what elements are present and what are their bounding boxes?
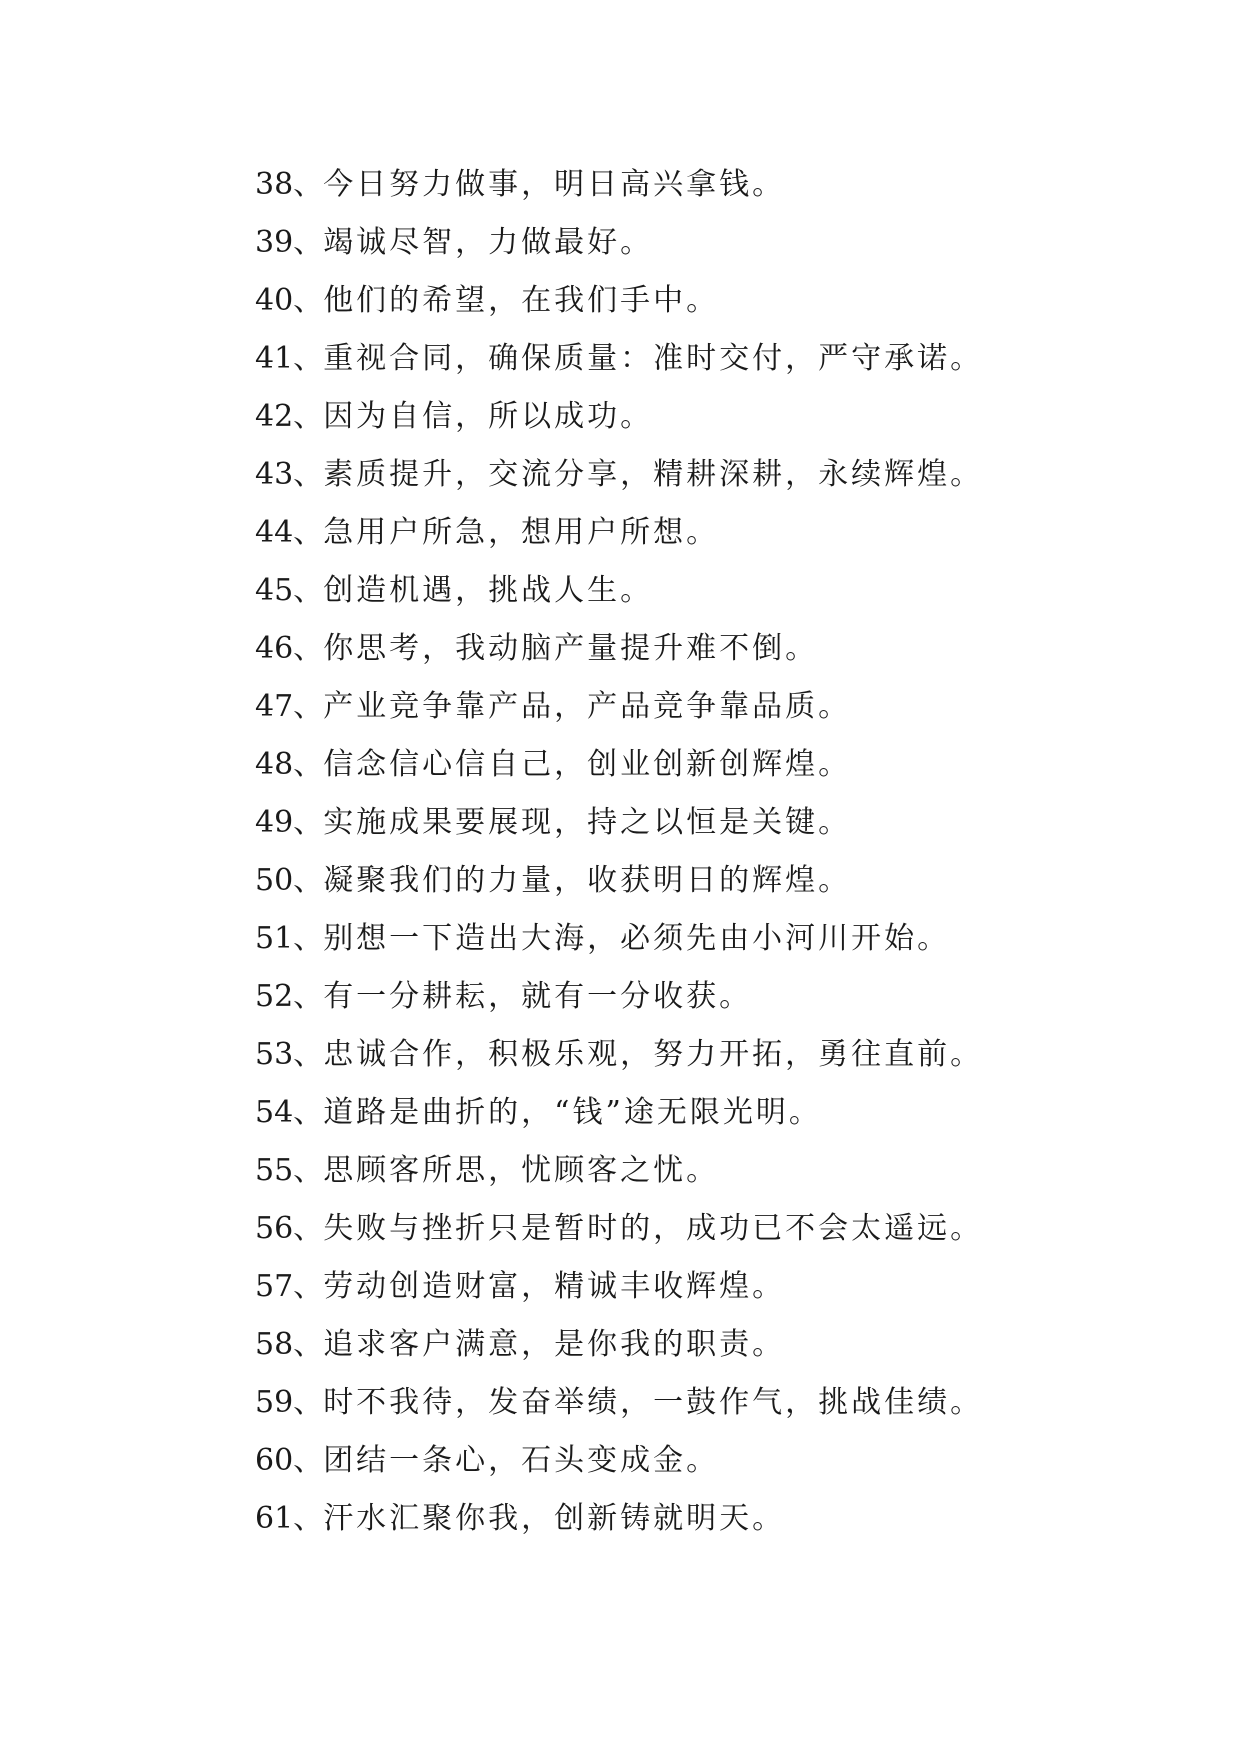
item-text: 重视合同，确保质量：准时交付，严守承诺。 xyxy=(323,341,984,376)
item-text: 你思考，我动脑产量提升难不倒。 xyxy=(323,631,819,666)
list-item xyxy=(255,388,983,446)
item-text: 团结一条心，石头变成金。 xyxy=(323,1443,720,1478)
list-item xyxy=(255,156,983,214)
slogan-list xyxy=(255,156,983,1548)
list-item xyxy=(255,214,983,272)
list-item xyxy=(255,1084,983,1142)
list-item xyxy=(255,1200,983,1258)
list-item xyxy=(255,504,983,562)
item-text: 产业竞争靠产品，产品竞争靠品质。 xyxy=(323,689,852,724)
item-number: 47、 xyxy=(255,689,324,724)
item-number: 39、 xyxy=(255,225,324,260)
item-text: 今日努力做事，明日高兴拿钱。 xyxy=(323,167,786,202)
list-item xyxy=(255,910,983,968)
list-item xyxy=(255,736,983,794)
item-text: 信念信心信自己，创业创新创辉煌。 xyxy=(323,747,852,782)
list-item xyxy=(255,1374,983,1432)
list-item xyxy=(255,1142,983,1200)
item-number: 44、 xyxy=(255,515,324,550)
item-text: 实施成果要展现，持之以恒是关键。 xyxy=(323,805,852,840)
item-text: 道路是曲折的，“钱”途无限光明。 xyxy=(323,1095,822,1130)
list-item xyxy=(255,272,983,330)
list-item xyxy=(255,1432,983,1490)
item-number: 48、 xyxy=(255,747,324,782)
item-number: 50、 xyxy=(255,863,324,898)
item-number: 49、 xyxy=(255,805,324,840)
item-number: 45、 xyxy=(255,573,324,608)
list-item xyxy=(255,968,983,1026)
item-number: 59、 xyxy=(255,1385,324,1420)
item-number: 55、 xyxy=(255,1153,324,1188)
item-number: 58、 xyxy=(255,1327,324,1362)
list-item xyxy=(255,620,983,678)
item-text: 竭诚尽智，力做最好。 xyxy=(323,225,654,260)
item-text: 创造机遇，挑战人生。 xyxy=(323,573,654,608)
item-text: 忠诚合作，积极乐观，努力开拓，勇往直前。 xyxy=(323,1037,984,1072)
list-item xyxy=(255,330,983,388)
item-number: 51、 xyxy=(255,921,324,956)
item-number: 46、 xyxy=(255,631,324,666)
item-text: 思顾客所思，忧顾客之忧。 xyxy=(323,1153,720,1188)
item-text: 别想一下造出大海，必须先由小河川开始。 xyxy=(323,921,951,956)
list-item xyxy=(255,1258,983,1316)
item-number: 53、 xyxy=(255,1037,324,1072)
item-number: 60、 xyxy=(255,1443,324,1478)
item-text: 失败与挫折只是暂时的，成功已不会太遥远。 xyxy=(323,1211,984,1246)
item-number: 52、 xyxy=(255,979,324,1014)
list-item xyxy=(255,794,983,852)
item-text: 追求客户满意，是你我的职责。 xyxy=(323,1327,786,1362)
item-text: 急用户所急，想用户所想。 xyxy=(323,515,720,550)
list-item xyxy=(255,1026,983,1084)
item-text: 他们的希望，在我们手中。 xyxy=(323,283,720,318)
item-number: 38、 xyxy=(255,167,324,202)
list-item xyxy=(255,1490,983,1548)
item-number: 54、 xyxy=(255,1095,324,1130)
item-number: 57、 xyxy=(255,1269,324,1304)
item-text: 因为自信，所以成功。 xyxy=(323,399,654,434)
item-text: 有一分耕耘，就有一分收获。 xyxy=(323,979,753,1014)
list-item xyxy=(255,446,983,504)
item-number: 43、 xyxy=(255,457,324,492)
item-number: 61、 xyxy=(255,1501,324,1536)
item-text: 劳动创造财富，精诚丰收辉煌。 xyxy=(323,1269,786,1304)
item-text: 凝聚我们的力量，收获明日的辉煌。 xyxy=(323,863,852,898)
item-text: 时不我待，发奋举绩，一鼓作气，挑战佳绩。 xyxy=(323,1385,984,1420)
item-number: 40、 xyxy=(255,283,324,318)
list-item xyxy=(255,1316,983,1374)
item-text: 汗水汇聚你我，创新铸就明天。 xyxy=(323,1501,786,1536)
item-number: 42、 xyxy=(255,399,324,434)
item-text: 素质提升，交流分享，精耕深耕，永续辉煌。 xyxy=(323,457,984,492)
list-item xyxy=(255,852,983,910)
item-number: 56、 xyxy=(255,1211,324,1246)
item-number: 41、 xyxy=(255,341,324,376)
list-item xyxy=(255,678,983,736)
list-item xyxy=(255,562,983,620)
